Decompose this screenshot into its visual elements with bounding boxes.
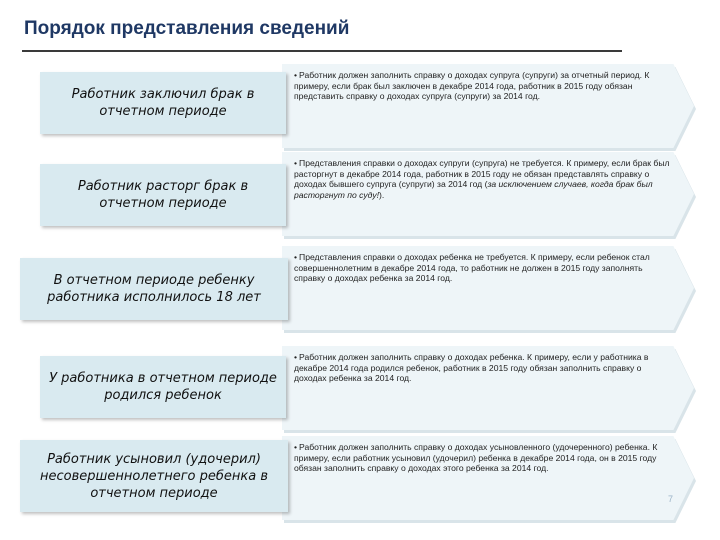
bullet-marker: • [294,442,298,452]
situation-description [294,70,674,102]
situation-label: Работник заключил брак в отчетном периоде [40,72,286,134]
situation-description [294,252,674,284]
bullet-marker: • [294,70,298,80]
description-text: Представления справки о доходах супруги (супруга) не требуется. К примеру, если брак был расторгнут в декабре 2014 года, работник в 2015 году не обязан представлять справку о доходах бывшего супруга (супруги) за 2014 год ( [294,158,670,190]
situation-description [294,352,674,384]
description-text: Работник должен заполнить справку о доходах усыновленного (удочеренного) ребенка. К примеру, если работник усыновил (удочерил) ребенка в декабре 2014 года, он в 2015 году обязан заполнить справку о доходах этого ребенка за 2014 год. [294,442,658,474]
description-text: Представления справки о доходах ребенка не требуется. К примеру, если ребенок стал совершеннолетним в декабре 2014 года, то работник не должен в 2015 году заполнять справку о доходах ребенка за 2014 год. [294,252,650,284]
title-divider [22,50,622,52]
description-tail: ). [379,189,385,200]
situation-label: В отчетном периоде ребенку работника исполнилось 18 лет [20,258,288,320]
description-text: Работник должен заполнить справку о доходах супруга (супруги) за отчетный период. К примеру, если брак был заключен в декабре 2014 года, работник в 2015 году обязан представить справку о доходах супруга (супруги) за 2014 год. [294,70,650,102]
situation-label: У работника в отчетном периоде родился ребенок [40,356,286,418]
page-title: Порядок представления сведений [24,18,350,39]
situation-description [294,442,674,474]
bullet-marker: • [294,158,298,168]
situation-label: Работник расторг брак в отчетном периоде [40,164,286,226]
page-number: 7 [668,494,674,504]
situation-label: Работник усыновил (удочерил) несовершеннолетнего ребенка в отчетном периоде [20,440,288,512]
description-text: Работник должен заполнить справку о доходах ребенка. К примеру, если у работника в декабре 2014 года родился ребенок, работник в 2015 году обязан заполнить справку о доходах ребенка за 2014 год. [294,352,649,384]
bullet-marker: • [294,252,298,262]
description-exception: за исключением случаев, когда брак был расторгнут по суду! [294,179,653,200]
situation-description [294,158,674,200]
bullet-marker: • [294,352,298,362]
